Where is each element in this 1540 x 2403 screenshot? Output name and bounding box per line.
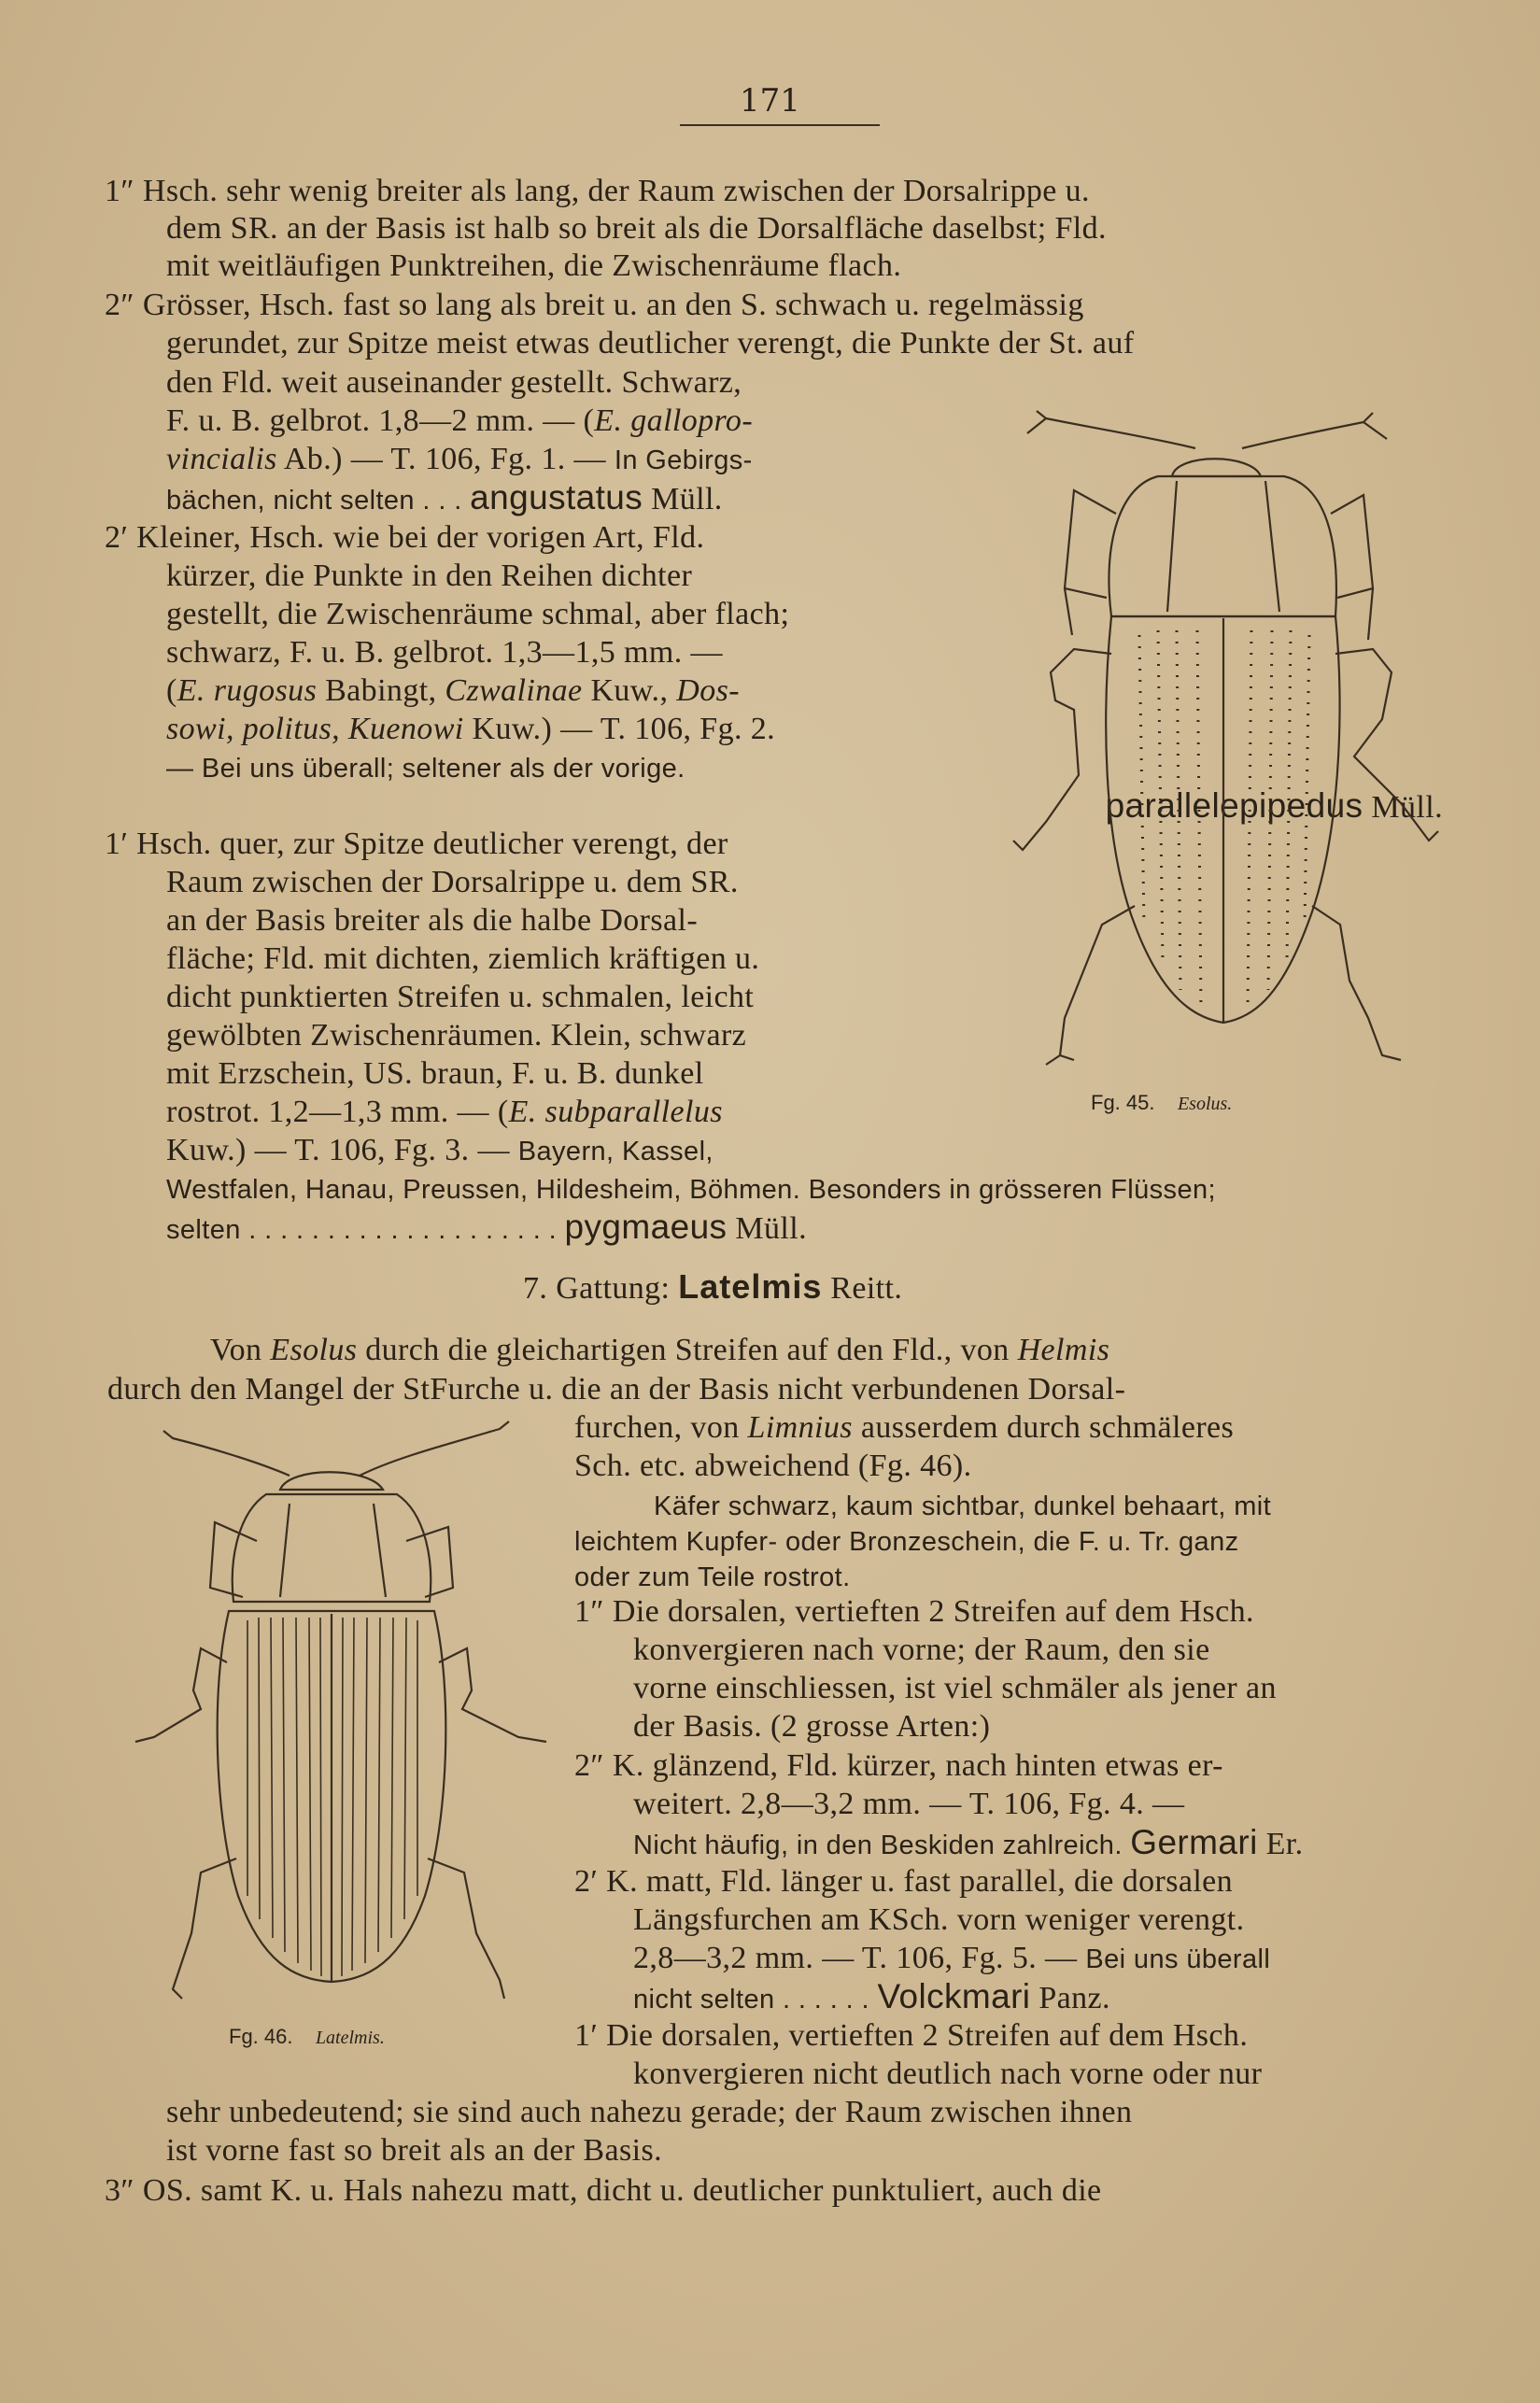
text-line <box>166 2132 662 2170</box>
text-line <box>166 634 723 671</box>
text-run: E. rugosus <box>177 673 318 708</box>
text-run: vincialis <box>166 442 277 476</box>
text-run: Kuw.) — T. 106, Fg. 3. — <box>166 1133 518 1167</box>
text-run: Dos- <box>676 673 740 708</box>
text-line <box>574 1593 1254 1631</box>
text-line <box>633 1632 1210 1669</box>
caption-genus: Latelmis. <box>315 2028 385 2048</box>
text-run: mit weitläufigen Punktreihen, die Zwischenräume flach. <box>166 248 902 283</box>
text-line <box>633 1940 1270 1978</box>
text-line <box>166 864 739 901</box>
text-run: 1″ Die dorsalen, vertieften 2 Streifen auf dem Hsch. <box>574 1594 1254 1629</box>
text-run: konvergieren nach vorne; der Raum, den sie <box>633 1633 1210 1667</box>
text-line <box>105 2172 1102 2210</box>
text-run: 2′ K. matt, Fld. länger u. fast parallel, die dorsalen <box>574 1864 1234 1899</box>
text-run: 2,8—3,2 mm. — T. 106, Fg. 5. — <box>633 1941 1086 1975</box>
text-run: ausserdem durch schmäleres <box>852 1410 1235 1445</box>
text-line <box>166 247 901 285</box>
text-line <box>166 441 753 479</box>
text-run: gewölbten Zwischenräumen. Klein, schwarz <box>166 1018 747 1053</box>
text-line <box>166 210 1107 247</box>
text-run: Limnius <box>747 1410 853 1445</box>
text-line <box>166 1170 1216 1209</box>
text-line <box>633 1670 1277 1707</box>
species-name: angustatus <box>470 478 643 516</box>
text-line <box>574 2017 1248 2055</box>
text-line <box>166 558 692 595</box>
text-line <box>166 1055 704 1093</box>
text-run: den Fld. weit auseinander gestellt. Schwarz, <box>166 365 742 400</box>
text-run: schwarz, F. u. B. gelbrot. 1,3—1,5 mm. — <box>166 635 723 670</box>
figure-caption-esolus <box>1091 1091 1232 1115</box>
text-run: Bayern, Kassel, <box>517 1137 713 1166</box>
text-run: dicht punktierten Streifen u. schmalen, leicht <box>166 980 755 1014</box>
text-line <box>105 826 728 863</box>
text-line <box>166 1209 807 1249</box>
text-line <box>166 596 789 633</box>
text-line <box>105 287 1084 324</box>
page-number: 171 <box>740 82 800 120</box>
text-run: Helmis <box>1017 1333 1110 1367</box>
text-line <box>633 1824 1304 1864</box>
text-line <box>166 1132 713 1170</box>
text-line <box>166 749 685 787</box>
text-run: Nicht häufig, in den Beskiden zahlreich. <box>633 1831 1131 1860</box>
text-run: 1′ Die dorsalen, vertieften 2 Streifen auf dem Hsch. <box>574 2018 1249 2053</box>
species-name: parallelepipedus <box>1105 786 1363 825</box>
text-line <box>574 1558 851 1596</box>
text-run: kürzer, die Punkte in den Reihen dichter <box>166 558 693 593</box>
text-run: an der Basis breiter als die halbe Dorsal- <box>166 903 699 938</box>
text-line <box>166 979 754 1016</box>
text-run: weitert. 2,8—3,2 mm. — T. 106, Fg. 4. — <box>633 1787 1185 1821</box>
text-line <box>166 2094 1132 2131</box>
text-line <box>166 1094 723 1131</box>
caption-label: Fg. 45. <box>1091 1091 1155 1114</box>
species-name: pygmaeus <box>564 1208 728 1246</box>
text-line <box>633 1901 1244 1939</box>
text-run: ( <box>166 673 177 708</box>
caption-label: Fg. 46. <box>229 2025 293 2048</box>
text-run: vorne einschliessen, ist viel schmäler als jener an <box>633 1671 1277 1705</box>
genus-name: Latelmis <box>678 1267 823 1306</box>
text-line <box>574 1409 1234 1447</box>
text-run: Raum zwischen der Dorsalrippe u. dem SR. <box>166 865 739 899</box>
text-run: Czwalinae <box>445 673 583 708</box>
text-line <box>633 1978 1110 2018</box>
text-line <box>574 1863 1233 1901</box>
species-name: Germari <box>1130 1823 1258 1861</box>
text-run: — Bei uns überall; seltener als der vorige. <box>166 754 685 784</box>
text-line <box>166 479 723 519</box>
text-run: Bei uns überall <box>1085 1944 1271 1974</box>
text-line <box>166 711 775 748</box>
text-run: fläche; Fld. mit dichten, ziemlich kräftigen u. <box>166 941 760 976</box>
text-run: dem SR. an der Basis ist halb so breit als die Dorsalfläche daselbst; Fld. <box>166 211 1107 246</box>
text-line <box>166 940 759 978</box>
text-run: durch die gleichartigen Streifen auf den Fld., von <box>357 1333 1018 1367</box>
text-line <box>523 1268 902 1308</box>
text-run: Er. <box>1257 1827 1304 1861</box>
text-run: Kuw., <box>582 673 677 708</box>
text-line <box>105 173 1090 210</box>
text-run: 1′ Hsch. quer, zur Spitze deutlicher verengt, der <box>105 827 728 861</box>
text-line <box>107 1371 1125 1408</box>
text-run: Kuw.) — T. 106, Fg. 2. <box>463 712 776 746</box>
text-run: Esolus <box>270 1333 358 1367</box>
text-run: nicht selten . . . . . . <box>633 1985 878 2014</box>
text-run: E. gallopro- <box>594 403 754 438</box>
figure-caption-latelmis <box>229 2025 385 2049</box>
text-run: mit Erzschein, US. braun, F. u. B. dunkel <box>166 1056 704 1091</box>
text-run: Müll. <box>727 1211 807 1246</box>
text-line <box>166 364 742 402</box>
text-line <box>633 2056 1262 2093</box>
text-run: Westfalen, Hanau, Preussen, Hildesheim, Böhmen. Besonders in grösseren Flüssen; <box>166 1175 1216 1205</box>
text-line <box>574 1747 1223 1785</box>
text-run: Längsfurchen am KSch. vorn weniger verengt. <box>633 1902 1245 1937</box>
text-run: der Basis. (2 grosse Arten:) <box>633 1709 991 1744</box>
text-line <box>166 672 740 710</box>
text-line <box>166 902 698 940</box>
species-name: Volckmari <box>877 1977 1031 2015</box>
text-run: 2′ Kleiner, Hsch. wie bei der vorigen Art, Fld. <box>105 520 705 555</box>
text-line <box>633 1786 1184 1823</box>
text-run: leichtem Kupfer- oder Bronzeschein, die F. u. Tr. ganz <box>574 1527 1239 1557</box>
figure-latelmis <box>117 1410 565 2017</box>
text-run: Käfer schwarz, kaum sichtbar, dunkel behaart, mit <box>654 1491 1272 1521</box>
text-run: gerundet, zur Spitze meist etwas deutlicher verengt, die Punkte der St. auf <box>166 326 1135 360</box>
text-line <box>105 519 704 557</box>
page-number-rule <box>680 124 880 126</box>
text-run: Ab.) — T. 106, Fg. 1. — <box>276 442 615 476</box>
text-run: Babingt, <box>317 673 445 708</box>
text-run: ist vorne fast so breit als an der Basis. <box>166 2133 663 2168</box>
text-line <box>654 1487 1271 1525</box>
text-run: Panz. <box>1030 1981 1110 2015</box>
text-line <box>210 1332 1109 1369</box>
text-run: oder zum Teile rostrot. <box>574 1562 851 1592</box>
caption-genus: Esolus. <box>1177 1094 1233 1114</box>
text-run: 3″ OS. samt K. u. Hals nahezu matt, dicht u. deutlicher punktuliert, auch die <box>105 2173 1102 2208</box>
text-line <box>574 1522 1239 1561</box>
text-run: gestellt, die Zwischenräume schmal, aber flach; <box>166 597 790 631</box>
text-line <box>574 1448 972 1485</box>
text-run: furchen, von <box>574 1410 748 1445</box>
text-run: selten . . . . . . . . . . . . . . . . . . . . <box>166 1215 565 1245</box>
text-run: bächen, nicht selten . . . <box>166 486 471 516</box>
text-run: sehr unbedeutend; sie sind auch nahezu gerade; der Raum zwischen ihnen <box>166 2095 1133 2129</box>
text-run: Reitt. <box>822 1271 903 1306</box>
text-run: 2″ K. glänzend, Fld. kürzer, nach hinten etwas er- <box>574 1748 1223 1783</box>
text-run: sowi, politus, Kuenowi <box>166 712 464 746</box>
text-run: Sch. etc. abweichend (Fg. 46). <box>574 1449 972 1483</box>
text-run: 1″ Hsch. sehr wenig breiter als lang, der Raum zwischen der Dorsalrippe u. <box>105 174 1090 208</box>
text-run: durch den Mangel der StFurche u. die an der Basis nicht verbundenen Dorsal- <box>107 1372 1126 1406</box>
text-run: In Gebirgs- <box>614 445 753 475</box>
text-run: Müll. <box>643 482 723 516</box>
text-run: konvergieren nicht deutlich nach vorne oder nur <box>633 2057 1263 2091</box>
figure-esolus <box>971 402 1457 1093</box>
text-run: Von <box>210 1333 271 1367</box>
text-run: 7. Gattung: <box>523 1271 679 1306</box>
text-run: F. u. B. gelbrot. 1,8—2 mm. — ( <box>166 403 595 438</box>
text-line <box>166 325 1134 362</box>
text-line <box>166 1017 746 1054</box>
text-run: E. subparallelus <box>508 1095 723 1129</box>
text-line <box>633 1708 990 1746</box>
text-line <box>166 403 753 440</box>
text-run: rostrot. 1,2—1,3 mm. — ( <box>166 1095 509 1129</box>
text-run: 2″ Grösser, Hsch. fast so lang als breit u. an den S. schwach u. regelmässig <box>105 288 1084 322</box>
text-run: Müll. <box>1363 790 1443 825</box>
